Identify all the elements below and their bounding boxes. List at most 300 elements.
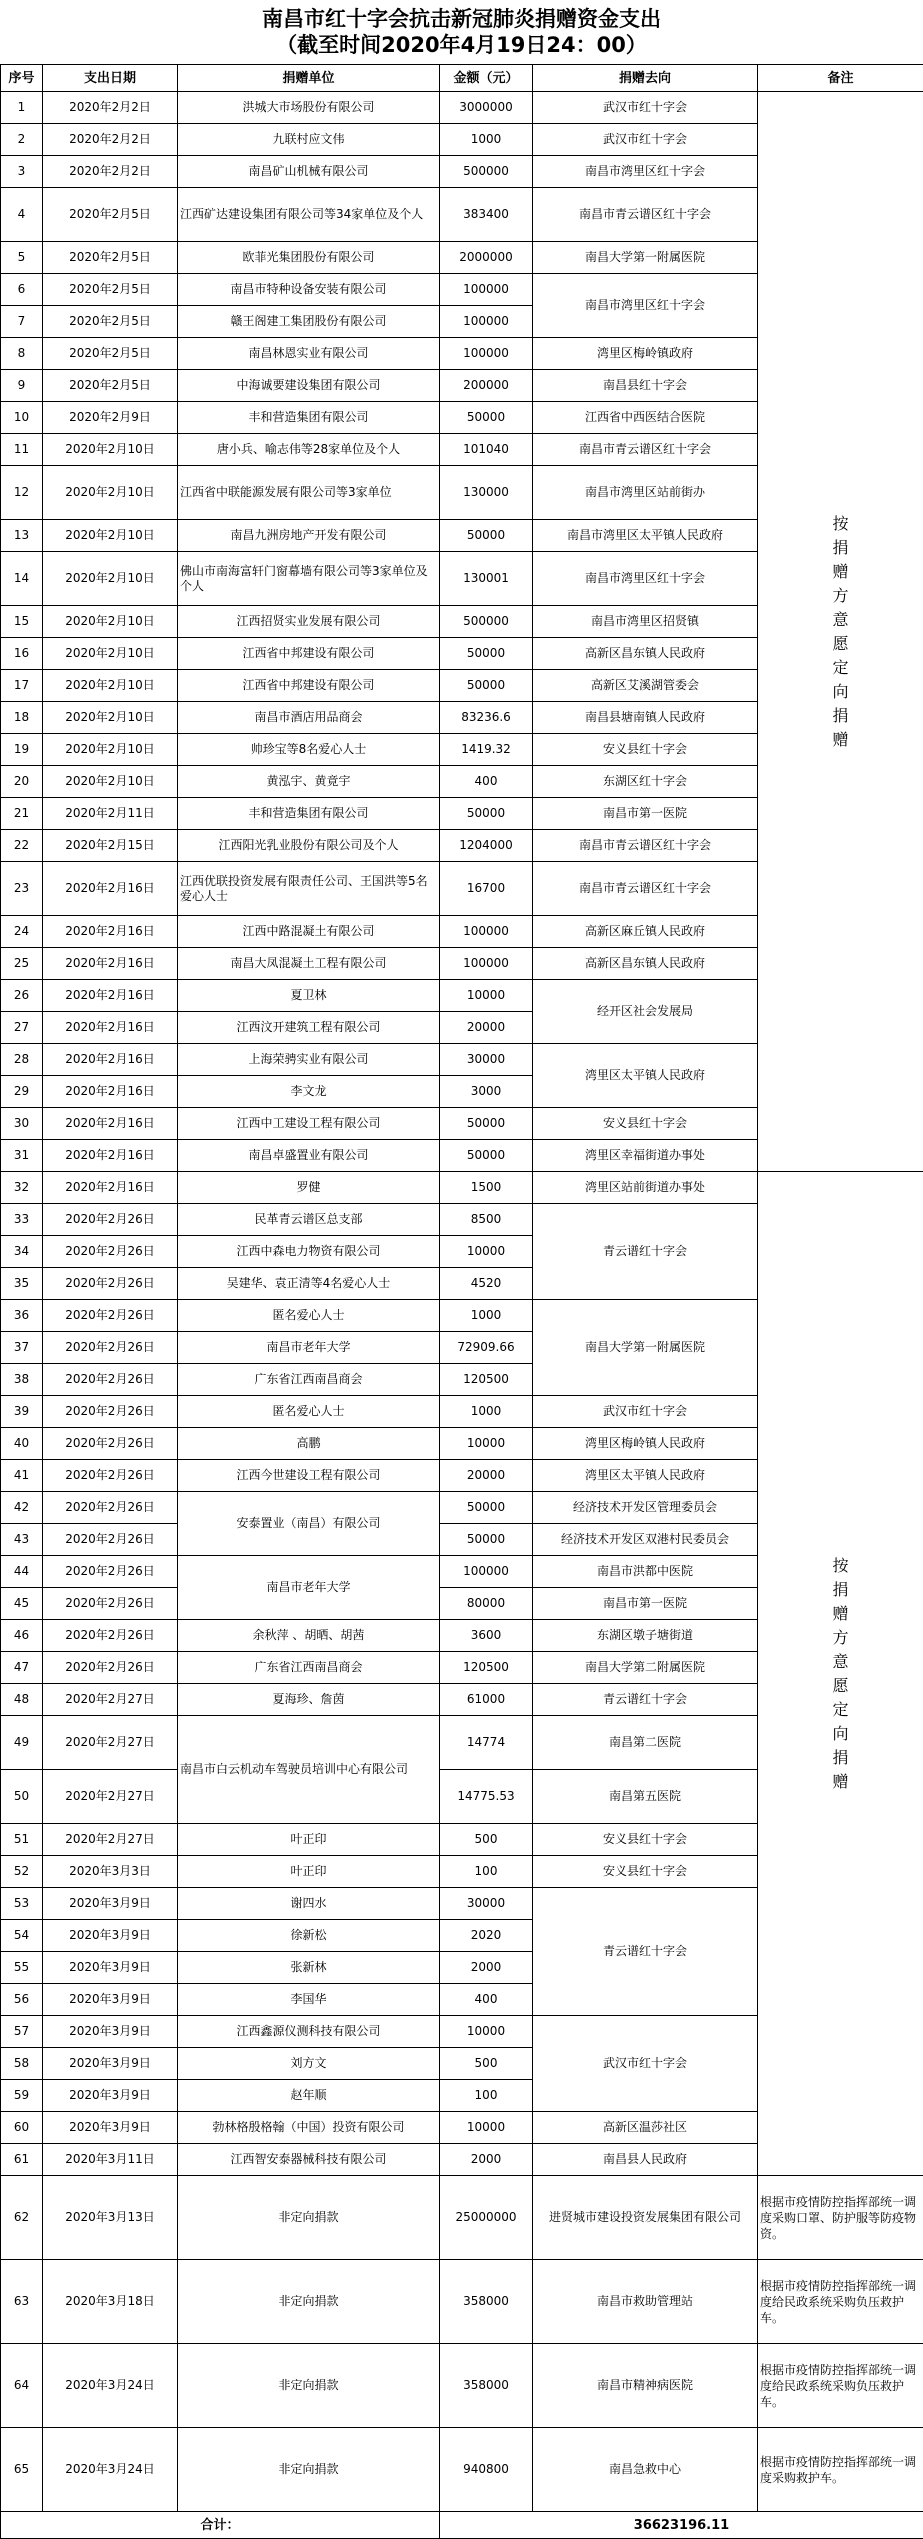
cell-donor: 江西鑫源仪测科技有限公司 (178, 2016, 440, 2048)
cell-amount: 50000 (440, 520, 533, 552)
cell-destination: 武汉市红十字会 (533, 2016, 758, 2112)
cell-no: 2 (1, 124, 43, 156)
cell-destination: 安义县红十字会 (533, 734, 758, 766)
header-donor: 捐赠单位 (178, 65, 440, 92)
cell-amount: 2000 (440, 1952, 533, 1984)
cell-destination: 高新区昌东镇人民政府 (533, 638, 758, 670)
cell-no: 60 (1, 2112, 43, 2144)
cell-no: 52 (1, 1856, 43, 1888)
cell-destination: 武汉市红十字会 (533, 124, 758, 156)
cell-date: 2020年3月9日 (43, 1984, 178, 2016)
cell-no: 11 (1, 434, 43, 466)
cell-no: 15 (1, 606, 43, 638)
cell-donor: 江西省中联能源发展有限公司等3家单位 (178, 466, 440, 520)
cell-date: 2020年2月26日 (43, 1652, 178, 1684)
cell-donor: 江西中森电力物资有限公司 (178, 1236, 440, 1268)
cell-date: 2020年2月5日 (43, 338, 178, 370)
header-date: 支出日期 (43, 65, 178, 92)
cell-destination: 经济技术开发区管理委员会 (533, 1492, 758, 1524)
header-no: 序号 (1, 65, 43, 92)
cell-no: 34 (1, 1236, 43, 1268)
cell-donor: 非定向捐款 (178, 2176, 440, 2260)
cell-donor: 江西省中邦建设有限公司 (178, 670, 440, 702)
cell-donor: 欧菲光集团股份有限公司 (178, 242, 440, 274)
cell-amount: 400 (440, 766, 533, 798)
cell-donor: 夏海珍、詹茵 (178, 1684, 440, 1716)
cell-destination: 湾里区太平镇人民政府 (533, 1044, 758, 1108)
cell-amount: 1000 (440, 124, 533, 156)
cell-no: 25 (1, 948, 43, 980)
cell-date: 2020年2月16日 (43, 1140, 178, 1172)
cell-destination: 青云谱红十字会 (533, 1888, 758, 2016)
cell-amount: 20000 (440, 1012, 533, 1044)
remark-vertical-text: 按捐赠方意愿定向捐赠 (832, 1554, 850, 1794)
cell-date: 2020年2月26日 (43, 1300, 178, 1332)
cell-destination: 江西省中西医结合医院 (533, 402, 758, 434)
cell-donor: 匿名爱心人士 (178, 1396, 440, 1428)
cell-donor: 非定向捐款 (178, 2428, 440, 2512)
cell-donor: 帅珍宝等8名爱心人士 (178, 734, 440, 766)
cell-date: 2020年2月26日 (43, 1588, 178, 1620)
cell-date: 2020年2月10日 (43, 670, 178, 702)
cell-date: 2020年2月27日 (43, 1716, 178, 1770)
cell-date: 2020年3月11日 (43, 2144, 178, 2176)
cell-no: 48 (1, 1684, 43, 1716)
cell-no: 40 (1, 1428, 43, 1460)
cell-amount: 20000 (440, 1460, 533, 1492)
cell-donor: 江西今世建设工程有限公司 (178, 1460, 440, 1492)
cell-destination: 高新区艾溪湖管委会 (533, 670, 758, 702)
cell-donor: 江西优联投资发展有限责任公司、王国洪等5名爱心人士 (178, 862, 440, 916)
cell-remark-vertical (758, 92, 923, 1172)
cell-amount: 72909.66 (440, 1332, 533, 1364)
cell-donor: 南昌林恩实业有限公司 (178, 338, 440, 370)
cell-donor: 非定向捐款 (178, 2344, 440, 2428)
cell-destination: 经开区社会发展局 (533, 980, 758, 1044)
cell-donor: 赣王阁建工集团股份有限公司 (178, 306, 440, 338)
cell-no: 16 (1, 638, 43, 670)
cell-no: 7 (1, 306, 43, 338)
cell-amount: 1419.32 (440, 734, 533, 766)
cell-date: 2020年3月13日 (43, 2176, 178, 2260)
cell-donor: 江西招贤实业发展有限公司 (178, 606, 440, 638)
cell-amount: 3600 (440, 1620, 533, 1652)
cell-date: 2020年3月24日 (43, 2428, 178, 2512)
cell-no: 63 (1, 2260, 43, 2344)
cell-amount: 100000 (440, 948, 533, 980)
cell-donor: 南昌卓盛置业有限公司 (178, 1140, 440, 1172)
cell-amount: 2000000 (440, 242, 533, 274)
cell-date: 2020年2月10日 (43, 606, 178, 638)
cell-date: 2020年2月26日 (43, 1428, 178, 1460)
cell-destination: 武汉市红十字会 (533, 1396, 758, 1428)
cell-date: 2020年3月9日 (43, 2080, 178, 2112)
title-line-1: 南昌市红十字会抗击新冠肺炎捐赠资金支出 (0, 0, 923, 32)
cell-destination: 南昌市湾里区站前街办 (533, 466, 758, 520)
cell-destination: 东湖区墩子塘街道 (533, 1620, 758, 1652)
cell-no: 13 (1, 520, 43, 552)
cell-no: 19 (1, 734, 43, 766)
cell-date: 2020年2月10日 (43, 734, 178, 766)
cell-no: 46 (1, 1620, 43, 1652)
cell-donor: 江西省中邦建设有限公司 (178, 638, 440, 670)
cell-destination: 青云谱红十字会 (533, 1684, 758, 1716)
cell-date: 2020年2月5日 (43, 242, 178, 274)
cell-no: 24 (1, 916, 43, 948)
cell-destination: 南昌市湾里区红十字会 (533, 552, 758, 606)
cell-amount: 10000 (440, 1236, 533, 1268)
cell-donor: 张新林 (178, 1952, 440, 1984)
cell-amount: 100000 (440, 338, 533, 370)
cell-amount: 400 (440, 1984, 533, 2016)
cell-no: 23 (1, 862, 43, 916)
cell-amount: 10000 (440, 2016, 533, 2048)
cell-donor: 李文龙 (178, 1076, 440, 1108)
cell-donor: 佛山市南海富轩门窗幕墙有限公司等3家单位及个人 (178, 552, 440, 606)
cell-donor: 江西矿达建设集团有限公司等34家单位及个人 (178, 188, 440, 242)
cell-date: 2020年2月26日 (43, 1364, 178, 1396)
cell-no: 42 (1, 1492, 43, 1524)
cell-amount: 130000 (440, 466, 533, 520)
cell-donor: 刘方文 (178, 2048, 440, 2080)
cell-no: 18 (1, 702, 43, 734)
cell-destination: 安义县红十字会 (533, 1108, 758, 1140)
cell-date: 2020年2月2日 (43, 92, 178, 124)
cell-donor: 南昌市老年大学 (178, 1332, 440, 1364)
cell-destination: 南昌县红十字会 (533, 370, 758, 402)
cell-amount: 50000 (440, 402, 533, 434)
cell-amount: 100000 (440, 1556, 533, 1588)
cell-donor: 广东省江西南昌商会 (178, 1652, 440, 1684)
cell-date: 2020年2月26日 (43, 1492, 178, 1524)
cell-donor: 江西阳光乳业股份有限公司及个人 (178, 830, 440, 862)
cell-amount: 940800 (440, 2428, 533, 2512)
page-title (0, 0, 923, 64)
cell-destination: 南昌市洪都中医院 (533, 1556, 758, 1588)
cell-no: 54 (1, 1920, 43, 1952)
cell-date: 2020年2月26日 (43, 1620, 178, 1652)
cell-destination: 安义县红十字会 (533, 1824, 758, 1856)
cell-date: 2020年2月26日 (43, 1556, 178, 1588)
table-row (1, 92, 923, 124)
cell-destination: 南昌市青云谱区红十字会 (533, 830, 758, 862)
cell-donor: 吴建华、袁正清等4名爱心人士 (178, 1268, 440, 1300)
cell-destination: 南昌县人民政府 (533, 2144, 758, 2176)
cell-donor: 民革青云谱区总支部 (178, 1204, 440, 1236)
cell-no: 33 (1, 1204, 43, 1236)
cell-date: 2020年2月16日 (43, 1044, 178, 1076)
cell-amount: 50000 (440, 1492, 533, 1524)
cell-amount: 14775.53 (440, 1770, 533, 1824)
cell-date: 2020年3月9日 (43, 2112, 178, 2144)
cell-amount: 500 (440, 2048, 533, 2080)
cell-donor: 匿名爱心人士 (178, 1300, 440, 1332)
cell-donor: 丰和营造集团有限公司 (178, 798, 440, 830)
cell-destination: 南昌县塘南镇人民政府 (533, 702, 758, 734)
cell-no: 10 (1, 402, 43, 434)
cell-no: 59 (1, 2080, 43, 2112)
cell-remark: 根据市疫情防控指挥部统一调度给民政系统采购负压救护车。 (758, 2344, 923, 2428)
cell-amount: 383400 (440, 188, 533, 242)
cell-amount: 358000 (440, 2344, 533, 2428)
title-line-2: （截至时间2020年4月19日24：00） (0, 32, 923, 64)
cell-destination: 南昌市湾里区太平镇人民政府 (533, 520, 758, 552)
cell-destination: 武汉市红十字会 (533, 92, 758, 124)
cell-destination: 高新区昌东镇人民政府 (533, 948, 758, 980)
cell-no: 50 (1, 1770, 43, 1824)
cell-donor: 洪城大市场股份有限公司 (178, 92, 440, 124)
cell-date: 2020年2月10日 (43, 552, 178, 606)
cell-no: 53 (1, 1888, 43, 1920)
cell-amount: 200000 (440, 370, 533, 402)
cell-no: 64 (1, 2344, 43, 2428)
cell-amount: 50000 (440, 1140, 533, 1172)
cell-no: 30 (1, 1108, 43, 1140)
cell-amount: 50000 (440, 798, 533, 830)
cell-destination: 南昌市青云谱区红十字会 (533, 188, 758, 242)
cell-amount: 10000 (440, 980, 533, 1012)
cell-date: 2020年2月16日 (43, 916, 178, 948)
cell-no: 9 (1, 370, 43, 402)
cell-no: 35 (1, 1268, 43, 1300)
cell-donor: 谢四水 (178, 1888, 440, 1920)
cell-amount: 4520 (440, 1268, 533, 1300)
table-row (1, 2260, 923, 2344)
cell-date: 2020年2月26日 (43, 1204, 178, 1236)
cell-date: 2020年3月3日 (43, 1856, 178, 1888)
cell-amount: 10000 (440, 1428, 533, 1460)
cell-no: 5 (1, 242, 43, 274)
cell-amount: 50000 (440, 1108, 533, 1140)
cell-no: 22 (1, 830, 43, 862)
cell-donor: 丰和营造集团有限公司 (178, 402, 440, 434)
cell-destination: 南昌市救助管理站 (533, 2260, 758, 2344)
cell-donor: 叶正印 (178, 1824, 440, 1856)
cell-amount: 2000 (440, 2144, 533, 2176)
cell-date: 2020年2月27日 (43, 1684, 178, 1716)
cell-donor: 南昌市老年大学 (178, 1556, 440, 1620)
cell-no: 62 (1, 2176, 43, 2260)
cell-no: 8 (1, 338, 43, 370)
cell-donor: 上海荣骋实业有限公司 (178, 1044, 440, 1076)
cell-destination: 南昌市青云谱区红十字会 (533, 862, 758, 916)
cell-donor: 南昌市酒店用品商会 (178, 702, 440, 734)
cell-amount: 61000 (440, 1684, 533, 1716)
total-row (1, 2512, 923, 2539)
header-row (1, 65, 923, 92)
cell-donor: 罗健 (178, 1172, 440, 1204)
cell-amount: 100 (440, 1856, 533, 1888)
cell-destination: 南昌市湾里区红十字会 (533, 156, 758, 188)
cell-amount: 50000 (440, 670, 533, 702)
table-row (1, 2176, 923, 2260)
cell-amount: 1000 (440, 1300, 533, 1332)
cell-date: 2020年2月16日 (43, 1012, 178, 1044)
cell-no: 61 (1, 2144, 43, 2176)
cell-no: 44 (1, 1556, 43, 1588)
total-amount: 36623196.11 (440, 2512, 923, 2539)
cell-destination: 青云谱红十字会 (533, 1204, 758, 1300)
cell-no: 56 (1, 1984, 43, 2016)
cell-date: 2020年2月10日 (43, 638, 178, 670)
cell-date: 2020年2月10日 (43, 520, 178, 552)
cell-amount: 358000 (440, 2260, 533, 2344)
cell-destination: 南昌大学第一附属医院 (533, 242, 758, 274)
cell-date: 2020年2月9日 (43, 402, 178, 434)
cell-no: 20 (1, 766, 43, 798)
cell-destination: 南昌第五医院 (533, 1770, 758, 1824)
cell-date: 2020年3月9日 (43, 1920, 178, 1952)
cell-amount: 50000 (440, 1524, 533, 1556)
cell-date: 2020年2月16日 (43, 1076, 178, 1108)
cell-amount: 500 (440, 1824, 533, 1856)
cell-amount: 101040 (440, 434, 533, 466)
cell-date: 2020年2月27日 (43, 1770, 178, 1824)
cell-donor: 南昌市白云机动车驾驶员培训中心有限公司 (178, 1716, 440, 1824)
cell-destination: 南昌第二医院 (533, 1716, 758, 1770)
cell-destination: 南昌大学第一附属医院 (533, 1300, 758, 1396)
cell-donor: 江西智安泰器械科技有限公司 (178, 2144, 440, 2176)
cell-date: 2020年2月26日 (43, 1268, 178, 1300)
table-row (1, 1172, 923, 1204)
cell-date: 2020年2月5日 (43, 274, 178, 306)
cell-no: 1 (1, 92, 43, 124)
cell-remark: 根据市疫情防控指挥部统一调度采购救护车。 (758, 2428, 923, 2512)
cell-date: 2020年2月10日 (43, 766, 178, 798)
cell-donor: 高鹏 (178, 1428, 440, 1460)
cell-donor: 南昌市特种设备安装有限公司 (178, 274, 440, 306)
cell-donor: 余秋萍 、胡晒、胡茜 (178, 1620, 440, 1652)
cell-date: 2020年2月16日 (43, 862, 178, 916)
cell-date: 2020年3月9日 (43, 2048, 178, 2080)
cell-donor: 江西汶开建筑工程有限公司 (178, 1012, 440, 1044)
cell-destination: 南昌市青云谱区红十字会 (533, 434, 758, 466)
cell-donor: 非定向捐款 (178, 2260, 440, 2344)
cell-destination: 南昌大学第二附属医院 (533, 1652, 758, 1684)
cell-amount: 100000 (440, 306, 533, 338)
cell-destination: 南昌市湾里区招贤镇 (533, 606, 758, 638)
cell-amount: 100000 (440, 274, 533, 306)
cell-no: 41 (1, 1460, 43, 1492)
cell-amount: 30000 (440, 1044, 533, 1076)
cell-remark: 根据市疫情防控指挥部统一调度采购口罩、防护服等防疫物资。 (758, 2176, 923, 2260)
cell-destination: 高新区麻丘镇人民政府 (533, 916, 758, 948)
cell-destination: 南昌市第一医院 (533, 1588, 758, 1620)
cell-no: 51 (1, 1824, 43, 1856)
cell-no: 12 (1, 466, 43, 520)
cell-destination: 湾里区幸福街道办事处 (533, 1140, 758, 1172)
total-label: 合计： (1, 2512, 440, 2539)
table-row (1, 2428, 923, 2512)
header-destination: 捐赠去向 (533, 65, 758, 92)
cell-donor: 叶正印 (178, 1856, 440, 1888)
cell-no: 32 (1, 1172, 43, 1204)
cell-amount: 1000 (440, 1396, 533, 1428)
cell-donor: 徐新松 (178, 1920, 440, 1952)
cell-no: 65 (1, 2428, 43, 2512)
cell-date: 2020年2月26日 (43, 1460, 178, 1492)
cell-amount: 16700 (440, 862, 533, 916)
cell-amount: 3000 (440, 1076, 533, 1108)
donation-table (0, 64, 923, 2539)
cell-amount: 83236.6 (440, 702, 533, 734)
cell-date: 2020年3月9日 (43, 1888, 178, 1920)
cell-destination: 湾里区梅岭镇人民政府 (533, 1428, 758, 1460)
header-remark: 备注 (758, 65, 923, 92)
cell-amount: 120500 (440, 1364, 533, 1396)
cell-amount: 50000 (440, 638, 533, 670)
cell-amount: 3000000 (440, 92, 533, 124)
cell-date: 2020年2月5日 (43, 306, 178, 338)
cell-donor: 江西中路混凝土有限公司 (178, 916, 440, 948)
cell-donor: 唐小兵、喻志伟等28家单位及个人 (178, 434, 440, 466)
cell-no: 37 (1, 1332, 43, 1364)
table-row (1, 2344, 923, 2428)
cell-amount: 2020 (440, 1920, 533, 1952)
cell-amount: 100000 (440, 916, 533, 948)
cell-date: 2020年2月2日 (43, 124, 178, 156)
cell-date: 2020年3月18日 (43, 2260, 178, 2344)
cell-amount: 10000 (440, 2112, 533, 2144)
cell-donor: 中海诚要建设集团有限公司 (178, 370, 440, 402)
cell-amount: 130001 (440, 552, 533, 606)
cell-donor: 夏卫林 (178, 980, 440, 1012)
cell-no: 6 (1, 274, 43, 306)
cell-no: 57 (1, 2016, 43, 2048)
cell-destination: 南昌急救中心 (533, 2428, 758, 2512)
cell-date: 2020年2月10日 (43, 702, 178, 734)
cell-date: 2020年2月16日 (43, 1108, 178, 1140)
cell-date: 2020年2月10日 (43, 434, 178, 466)
cell-remark: 根据市疫情防控指挥部统一调度给民政系统采购负压救护车。 (758, 2260, 923, 2344)
cell-date: 2020年2月5日 (43, 370, 178, 402)
cell-date: 2020年2月27日 (43, 1824, 178, 1856)
cell-amount: 500000 (440, 156, 533, 188)
cell-no: 3 (1, 156, 43, 188)
cell-date: 2020年2月10日 (43, 466, 178, 520)
cell-date: 2020年2月26日 (43, 1332, 178, 1364)
cell-no: 28 (1, 1044, 43, 1076)
remark-vertical-text: 按捐赠方意愿定向捐赠 (832, 512, 850, 752)
cell-date: 2020年2月16日 (43, 980, 178, 1012)
cell-no: 43 (1, 1524, 43, 1556)
cell-donor: 九联村应文伟 (178, 124, 440, 156)
cell-no: 55 (1, 1952, 43, 1984)
cell-destination: 进贤城市建设投资发展集团有限公司 (533, 2176, 758, 2260)
table-body (1, 92, 923, 2512)
cell-date: 2020年2月11日 (43, 798, 178, 830)
cell-donor: 南昌矿山机械有限公司 (178, 156, 440, 188)
header-amount: 金额（元） (440, 65, 533, 92)
cell-amount: 80000 (440, 1588, 533, 1620)
cell-amount: 30000 (440, 1888, 533, 1920)
cell-date: 2020年2月16日 (43, 948, 178, 980)
cell-destination: 南昌市第一医院 (533, 798, 758, 830)
cell-no: 36 (1, 1300, 43, 1332)
cell-no: 38 (1, 1364, 43, 1396)
cell-donor: 李国华 (178, 1984, 440, 2016)
cell-no: 4 (1, 188, 43, 242)
cell-amount: 8500 (440, 1204, 533, 1236)
cell-no: 17 (1, 670, 43, 702)
cell-donor: 南昌九洲房地产开发有限公司 (178, 520, 440, 552)
cell-no: 47 (1, 1652, 43, 1684)
cell-destination: 经济技术开发区双港村民委员会 (533, 1524, 758, 1556)
cell-destination: 湾里区太平镇人民政府 (533, 1460, 758, 1492)
cell-destination: 南昌市精神病医院 (533, 2344, 758, 2428)
cell-amount: 1204000 (440, 830, 533, 862)
cell-destination: 湾里区梅岭镇政府 (533, 338, 758, 370)
